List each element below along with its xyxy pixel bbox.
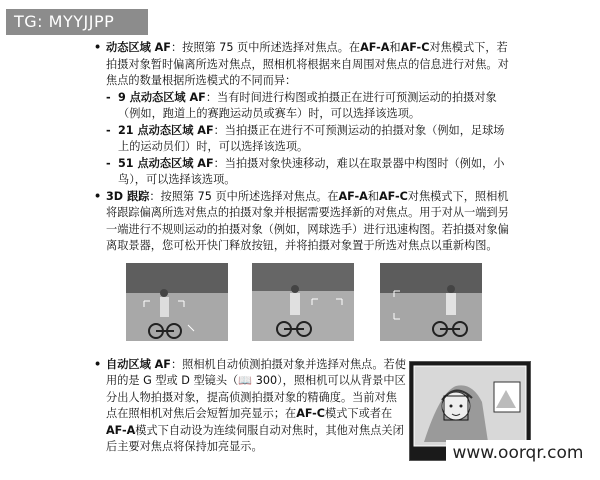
section-3d-tracking-text: 3D 跟踪：按照第 75 页中所述选择对焦点。在AF-A和AF-C对焦模式下，照相机将跟踪偏离所选对焦点的拍摄对象并根据需要选择新的对焦点。用于对从一端到另一端进行不规则运动的拍摄对象（例如，网球选手）进行迅速构图。若拍摄对象偏离取景器，您可松开快门释放按钮，并将拍摄对象置于所选对焦点以重新构图。 [106, 189, 509, 252]
sub-item-51-point: - 51 点动态区域 AF：当拍摄对象快速移动，难以在取景器中构图时（例如，小鸟），可以选择该选项。 [106, 156, 505, 186]
section-label: 动态区域 AF [106, 41, 171, 54]
sub-item-21-point: - 21 点动态区域 AF：当拍摄正在进行不可预测运动的拍摄对象（例如，足球场上的运动员们）时，可以选择该选项。 [106, 123, 505, 153]
bullet: • [94, 189, 102, 203]
section-dynamic-area-af [92, 40, 510, 90]
manual-page [92, 40, 510, 456]
sub-item-9-point: - 9 点动态区域 AF：当有时间进行构图或拍摄正在进行可预测运动的拍摄对象（例如，跑道上的赛跑运动员或赛车）时，可以选择该选项。 [106, 90, 497, 120]
tracking-photo-3 [380, 263, 482, 341]
section-label: 3D 跟踪 [106, 189, 150, 203]
section-auto-area-af-text: 自动区域 AF：照相机自动侦测拍摄对象并选择对焦点。若使用的是 G 型或 D 型镜头（📖 300），照相机可以从背景中区分出人物拍摄对象，提高侦测拍摄对象的精确度。当前对焦点在照相机对焦后会短暂加亮显示；在AF-C模式下或者在AF-A模式下自动设为连续伺服自动对焦时，其他对焦点关闭后主要对焦点将保持加亮显示。 [106, 357, 406, 453]
dash: - [106, 156, 111, 170]
section-dynamic-area-af-text: 动态区域 AF：按照第 75 页中所述选择对焦点。在AF-A和AF-C对焦模式下，若拍摄对象暂时偏离所选对焦点，照相机将根据来自周围对焦点的信息进行对焦。对焦点的数量根据所选模式的不同而异： [106, 41, 509, 87]
bullet: • [94, 357, 102, 371]
site-watermark: www.oorqr.com [446, 440, 590, 466]
section-3d-tracking [92, 189, 510, 255]
sub-label: 51 点动态区域 AF [118, 156, 214, 170]
page-reference-icon: 📖 [238, 374, 253, 387]
channel-badge: TG: MYYJJPP [6, 9, 148, 35]
sub-label: 9 点动态区域 AF [118, 90, 206, 104]
section-label: 自动区域 AF [106, 357, 171, 371]
bullet: • [94, 41, 102, 54]
tracking-photo-2 [252, 263, 354, 341]
tracking-photo-strip [92, 263, 510, 351]
sub-label: 21 点动态区域 AF [118, 123, 214, 137]
tracking-photo-1 [126, 263, 228, 341]
dash: - [106, 90, 111, 104]
dash: - [106, 123, 111, 137]
